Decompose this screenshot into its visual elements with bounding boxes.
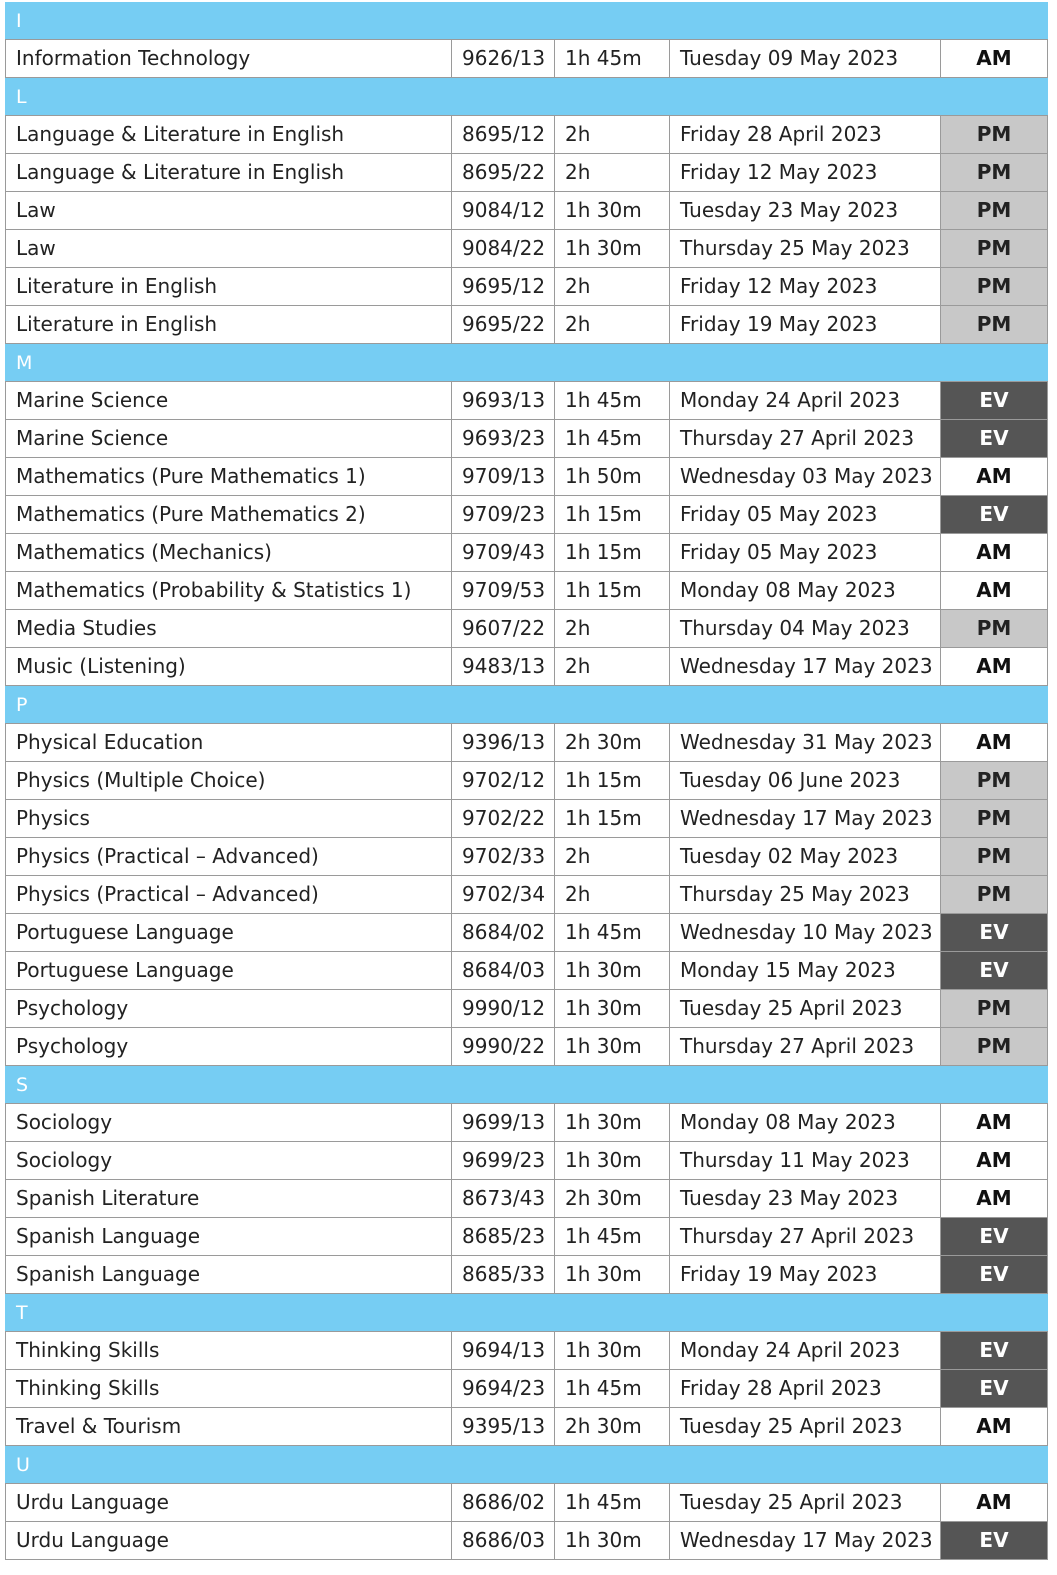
table-row — [5, 534, 1048, 572]
session-cell: PM — [941, 876, 1048, 913]
session-cell: EV — [941, 1370, 1048, 1407]
table-row — [5, 572, 1048, 610]
subject-cell: Marine Science — [5, 420, 452, 457]
session-cell: PM — [941, 762, 1048, 799]
table-row — [5, 800, 1048, 838]
table-row — [5, 420, 1048, 458]
session-cell: EV — [941, 1218, 1048, 1255]
session-cell: AM — [941, 648, 1048, 685]
table-row — [5, 268, 1048, 306]
table-row — [5, 1370, 1048, 1408]
subject-cell: Physics (Multiple Choice) — [5, 762, 452, 799]
subject-cell: Portuguese Language — [5, 952, 452, 989]
subject-cell: Physical Education — [5, 724, 452, 761]
section-header: S — [5, 1066, 1048, 1104]
code-cell: 9709/43 — [452, 534, 555, 571]
subject-cell: Travel & Tourism — [5, 1408, 452, 1445]
subject-cell: Psychology — [5, 1028, 452, 1065]
table-row — [5, 1142, 1048, 1180]
table-row — [5, 724, 1048, 762]
code-cell: 9626/13 — [452, 40, 555, 77]
duration-cell: 1h 30m — [555, 1256, 670, 1293]
code-cell: 9694/13 — [452, 1332, 555, 1369]
code-cell: 8686/03 — [452, 1522, 555, 1559]
code-cell: 9395/13 — [452, 1408, 555, 1445]
table-row — [5, 496, 1048, 534]
duration-cell: 1h 30m — [555, 230, 670, 267]
code-cell: 9709/13 — [452, 458, 555, 495]
date-cell: Tuesday 25 April 2023 — [670, 1484, 941, 1521]
duration-cell: 1h 30m — [555, 1332, 670, 1369]
table-row — [5, 1104, 1048, 1142]
date-cell: Tuesday 09 May 2023 — [670, 40, 941, 77]
date-cell: Monday 08 May 2023 — [670, 572, 941, 609]
code-cell: 8685/23 — [452, 1218, 555, 1255]
duration-cell: 1h 45m — [555, 382, 670, 419]
session-cell: PM — [941, 1028, 1048, 1065]
duration-cell: 2h — [555, 268, 670, 305]
table-row — [5, 990, 1048, 1028]
session-cell: AM — [941, 724, 1048, 761]
date-cell: Friday 05 May 2023 — [670, 496, 941, 533]
session-cell: PM — [941, 800, 1048, 837]
code-cell: 8695/22 — [452, 154, 555, 191]
subject-cell: Marine Science — [5, 382, 452, 419]
code-cell: 8686/02 — [452, 1484, 555, 1521]
subject-cell: Mathematics (Pure Mathematics 1) — [5, 458, 452, 495]
date-cell: Tuesday 25 April 2023 — [670, 990, 941, 1027]
date-cell: Friday 28 April 2023 — [670, 1370, 941, 1407]
date-cell: Tuesday 23 May 2023 — [670, 192, 941, 229]
date-cell: Tuesday 23 May 2023 — [670, 1180, 941, 1217]
table-row — [5, 648, 1048, 686]
table-row — [5, 1484, 1048, 1522]
subject-cell: Physics (Practical – Advanced) — [5, 876, 452, 913]
duration-cell: 1h 15m — [555, 534, 670, 571]
subject-cell: Literature in English — [5, 268, 452, 305]
table-row — [5, 1522, 1048, 1560]
duration-cell: 1h 45m — [555, 1218, 670, 1255]
session-cell: AM — [941, 534, 1048, 571]
duration-cell: 2h — [555, 876, 670, 913]
duration-cell: 1h 30m — [555, 952, 670, 989]
code-cell: 8684/03 — [452, 952, 555, 989]
code-cell: 9396/13 — [452, 724, 555, 761]
code-cell: 9990/22 — [452, 1028, 555, 1065]
code-cell: 9699/13 — [452, 1104, 555, 1141]
code-cell: 9709/23 — [452, 496, 555, 533]
session-cell: EV — [941, 1256, 1048, 1293]
table-row — [5, 382, 1048, 420]
section-header: T — [5, 1294, 1048, 1332]
date-cell: Wednesday 17 May 2023 — [670, 648, 941, 685]
subject-cell: Spanish Language — [5, 1256, 452, 1293]
date-cell: Thursday 04 May 2023 — [670, 610, 941, 647]
session-cell: EV — [941, 914, 1048, 951]
duration-cell: 2h — [555, 116, 670, 153]
session-cell: EV — [941, 420, 1048, 457]
session-cell: AM — [941, 1408, 1048, 1445]
subject-cell: Spanish Language — [5, 1218, 452, 1255]
table-row — [5, 610, 1048, 648]
date-cell: Wednesday 17 May 2023 — [670, 800, 941, 837]
session-cell: AM — [941, 458, 1048, 495]
session-cell: AM — [941, 1142, 1048, 1179]
duration-cell: 1h 15m — [555, 762, 670, 799]
table-row — [5, 1408, 1048, 1446]
session-cell: EV — [941, 382, 1048, 419]
table-row — [5, 306, 1048, 344]
subject-cell: Language & Literature in English — [5, 116, 452, 153]
subject-cell: Urdu Language — [5, 1484, 452, 1521]
code-cell: 9990/12 — [452, 990, 555, 1027]
code-cell: 8684/02 — [452, 914, 555, 951]
duration-cell: 1h 30m — [555, 1522, 670, 1559]
date-cell: Tuesday 06 June 2023 — [670, 762, 941, 799]
subject-cell: Sociology — [5, 1104, 452, 1141]
session-cell: PM — [941, 990, 1048, 1027]
table-row — [5, 1180, 1048, 1218]
duration-cell: 1h 30m — [555, 1028, 670, 1065]
exam-timetable — [5, 2, 1048, 1560]
duration-cell: 2h 30m — [555, 724, 670, 761]
date-cell: Thursday 25 May 2023 — [670, 230, 941, 267]
session-cell: AM — [941, 572, 1048, 609]
date-cell: Monday 24 April 2023 — [670, 1332, 941, 1369]
session-cell: EV — [941, 496, 1048, 533]
subject-cell: Urdu Language — [5, 1522, 452, 1559]
subject-cell: Media Studies — [5, 610, 452, 647]
code-cell: 9693/23 — [452, 420, 555, 457]
table-row — [5, 762, 1048, 800]
code-cell: 9607/22 — [452, 610, 555, 647]
code-cell: 9702/12 — [452, 762, 555, 799]
code-cell: 9693/13 — [452, 382, 555, 419]
session-cell: PM — [941, 610, 1048, 647]
date-cell: Wednesday 17 May 2023 — [670, 1522, 941, 1559]
subject-cell: Spanish Literature — [5, 1180, 452, 1217]
subject-cell: Literature in English — [5, 306, 452, 343]
table-row — [5, 116, 1048, 154]
duration-cell: 1h 15m — [555, 800, 670, 837]
date-cell: Friday 19 May 2023 — [670, 306, 941, 343]
table-row — [5, 192, 1048, 230]
table-row — [5, 1332, 1048, 1370]
code-cell: 9694/23 — [452, 1370, 555, 1407]
table-row — [5, 458, 1048, 496]
table-row — [5, 230, 1048, 268]
date-cell: Wednesday 10 May 2023 — [670, 914, 941, 951]
duration-cell: 2h — [555, 154, 670, 191]
duration-cell: 1h 30m — [555, 1142, 670, 1179]
date-cell: Tuesday 02 May 2023 — [670, 838, 941, 875]
date-cell: Tuesday 25 April 2023 — [670, 1408, 941, 1445]
code-cell: 9702/34 — [452, 876, 555, 913]
table-row — [5, 1028, 1048, 1066]
subject-cell: Law — [5, 230, 452, 267]
date-cell: Friday 05 May 2023 — [670, 534, 941, 571]
duration-cell: 1h 15m — [555, 496, 670, 533]
table-row — [5, 952, 1048, 990]
code-cell: 8673/43 — [452, 1180, 555, 1217]
date-cell: Wednesday 03 May 2023 — [670, 458, 941, 495]
duration-cell: 1h 45m — [555, 1370, 670, 1407]
subject-cell: Information Technology — [5, 40, 452, 77]
duration-cell: 2h 30m — [555, 1180, 670, 1217]
session-cell: PM — [941, 116, 1048, 153]
subject-cell: Sociology — [5, 1142, 452, 1179]
session-cell: EV — [941, 952, 1048, 989]
date-cell: Friday 12 May 2023 — [670, 268, 941, 305]
subject-cell: Thinking Skills — [5, 1370, 452, 1407]
code-cell: 9709/53 — [452, 572, 555, 609]
code-cell: 8685/33 — [452, 1256, 555, 1293]
code-cell: 9695/22 — [452, 306, 555, 343]
session-cell: AM — [941, 1104, 1048, 1141]
subject-cell: Physics (Practical – Advanced) — [5, 838, 452, 875]
section-header: P — [5, 686, 1048, 724]
date-cell: Monday 08 May 2023 — [670, 1104, 941, 1141]
date-cell: Friday 28 April 2023 — [670, 116, 941, 153]
date-cell: Thursday 27 April 2023 — [670, 1028, 941, 1065]
duration-cell: 1h 30m — [555, 990, 670, 1027]
subject-cell: Psychology — [5, 990, 452, 1027]
duration-cell: 1h 15m — [555, 572, 670, 609]
subject-cell: Law — [5, 192, 452, 229]
session-cell: AM — [941, 1484, 1048, 1521]
duration-cell: 1h 30m — [555, 192, 670, 229]
duration-cell: 1h 45m — [555, 420, 670, 457]
code-cell: 8695/12 — [452, 116, 555, 153]
duration-cell: 1h 30m — [555, 1104, 670, 1141]
duration-cell: 1h 45m — [555, 1484, 670, 1521]
subject-cell: Mathematics (Probability & Statistics 1) — [5, 572, 452, 609]
date-cell: Wednesday 31 May 2023 — [670, 724, 941, 761]
session-cell: EV — [941, 1332, 1048, 1369]
duration-cell: 2h — [555, 838, 670, 875]
table-row — [5, 1256, 1048, 1294]
table-row — [5, 914, 1048, 952]
code-cell: 9702/33 — [452, 838, 555, 875]
date-cell: Thursday 27 April 2023 — [670, 1218, 941, 1255]
date-cell: Friday 12 May 2023 — [670, 154, 941, 191]
subject-cell: Mathematics (Pure Mathematics 2) — [5, 496, 452, 533]
code-cell: 9702/22 — [452, 800, 555, 837]
subject-cell: Music (Listening) — [5, 648, 452, 685]
subject-cell: Thinking Skills — [5, 1332, 452, 1369]
section-header: U — [5, 1446, 1048, 1484]
subject-cell: Language & Literature in English — [5, 154, 452, 191]
section-header: M — [5, 344, 1048, 382]
table-row — [5, 1218, 1048, 1256]
section-header: I — [5, 2, 1048, 40]
session-cell: PM — [941, 268, 1048, 305]
code-cell: 9084/12 — [452, 192, 555, 229]
duration-cell: 1h 50m — [555, 458, 670, 495]
session-cell: AM — [941, 40, 1048, 77]
date-cell: Thursday 25 May 2023 — [670, 876, 941, 913]
code-cell: 9483/13 — [452, 648, 555, 685]
subject-cell: Mathematics (Mechanics) — [5, 534, 452, 571]
duration-cell: 2h — [555, 648, 670, 685]
table-row — [5, 838, 1048, 876]
session-cell: EV — [941, 1522, 1048, 1559]
code-cell: 9695/12 — [452, 268, 555, 305]
session-cell: PM — [941, 230, 1048, 267]
table-row — [5, 40, 1048, 78]
code-cell: 9699/23 — [452, 1142, 555, 1179]
date-cell: Monday 24 April 2023 — [670, 382, 941, 419]
session-cell: PM — [941, 154, 1048, 191]
table-row — [5, 154, 1048, 192]
date-cell: Thursday 27 April 2023 — [670, 420, 941, 457]
duration-cell: 2h — [555, 306, 670, 343]
date-cell: Monday 15 May 2023 — [670, 952, 941, 989]
duration-cell: 2h 30m — [555, 1408, 670, 1445]
session-cell: PM — [941, 306, 1048, 343]
duration-cell: 1h 45m — [555, 40, 670, 77]
table-row — [5, 876, 1048, 914]
duration-cell: 1h 45m — [555, 914, 670, 951]
code-cell: 9084/22 — [452, 230, 555, 267]
date-cell: Thursday 11 May 2023 — [670, 1142, 941, 1179]
duration-cell: 2h — [555, 610, 670, 647]
session-cell: PM — [941, 192, 1048, 229]
section-header: L — [5, 78, 1048, 116]
session-cell: AM — [941, 1180, 1048, 1217]
subject-cell: Portuguese Language — [5, 914, 452, 951]
subject-cell: Physics — [5, 800, 452, 837]
session-cell: PM — [941, 838, 1048, 875]
date-cell: Friday 19 May 2023 — [670, 1256, 941, 1293]
